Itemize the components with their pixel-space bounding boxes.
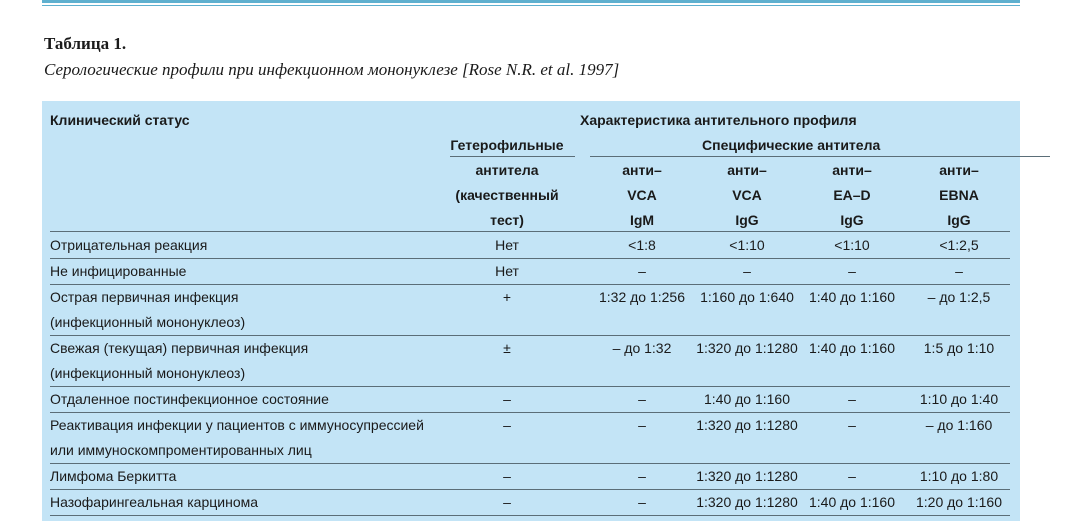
cell-ea-d-igg: – [848,468,856,484]
cell-vca-igm: – [638,263,646,279]
header-vca-igm-line: VCA [627,187,657,203]
table-row [50,259,1010,285]
cell-clinical-status [50,285,450,335]
cell-heterophile: Нет [495,237,519,253]
cell-clinical-status-line: Лимфома Беркитта [50,468,177,484]
header-heterophile-line: тест) [490,212,524,228]
cell-ebna-igg: – до 1:2,5 [927,289,991,305]
header-vca-igm-line: IgM [629,212,655,228]
header-heterophile-line: Гетерофильные [450,137,564,153]
header-heterophile-line: (качественный [455,187,559,203]
cell-vca-igg: <1:10 [729,237,765,253]
cell-vca-igg: 1:40 до 1:160 [703,391,791,407]
cell-clinical-status-line: Назофарингеальная карцинома [50,494,259,510]
table-row [50,285,1010,336]
header-heterophile-line: антитела [475,162,539,178]
cell-vca-igg: 1:160 до 1:640 [700,289,794,305]
cell-heterophile: Нет [495,263,519,279]
cell-heterophile: – [503,417,511,433]
header-specific-antibodies: Специфические антитела [702,137,881,153]
cell-clinical-status-line: Свежая (текущая) первичная инфекция [50,340,309,356]
cell-heterophile: – [503,391,511,407]
header-vca-igm-line: анти– [622,162,662,178]
cell-vca-igm: <1:8 [628,237,656,253]
header-bottom-rule [50,231,1010,232]
header-ead-igg-line: IgG [840,212,864,228]
cell-clinical-status-line: Отрицательная реакция [50,237,208,253]
cell-vca-igg: – [743,263,751,279]
cell-ea-d-igg: – [848,391,856,407]
cell-vca-igm: – [638,391,646,407]
cell-clinical-status-line: Отдаленное постинфекционное состояние [50,391,329,407]
header-ead-igg-line: EA–D [833,187,871,203]
table-row [50,490,1010,516]
header-ebna-igg-line: EBNA [939,187,979,203]
cell-clinical-status-line: Реактивация инфекции у пациентов с иммуносупрессией [50,417,424,433]
cell-ebna-igg: 1:5 до 1:10 [923,340,995,356]
cell-vca-igg: 1:320 до 1:1280 [696,417,798,433]
table-label: Таблица 1. [44,34,127,53]
top-rule [42,0,1020,3]
cell-ea-d-igg: 1:40 до 1:160 [808,494,896,510]
cell-clinical-status [50,259,450,284]
cell-clinical-status [50,387,450,412]
cell-clinical-status [50,413,450,463]
header-ebna-igg-line: анти– [939,162,979,178]
cell-clinical-status [50,490,450,515]
header-divider-specific [590,156,1050,157]
cell-vca-igm: – до 1:32 [612,340,672,356]
cell-vca-igm: – [638,494,646,510]
cell-vca-igm: 1:32 до 1:256 [598,289,686,305]
table-panel [42,101,1020,521]
cell-clinical-status-line: или иммуноскомпроментированных лиц [50,442,312,458]
header-ead-igg-line: анти– [832,162,872,178]
header-divider-heterophile [450,156,575,157]
cell-ea-d-igg: <1:10 [834,237,870,253]
top-rule-thin [42,5,1020,6]
cell-clinical-status-line: (инфекционный мононуклеоз) [50,314,246,330]
cell-ebna-igg: – до 1:160 [925,417,993,433]
table-row [50,336,1010,387]
cell-ea-d-igg: 1:40 до 1:160 [808,340,896,356]
cell-vca-igg: 1:320 до 1:1280 [696,468,798,484]
cell-ebna-igg: 1:20 до 1:160 [915,494,1003,510]
cell-ebna-igg: 1:10 до 1:40 [919,391,999,407]
header-antibody-profile: Характеристика антительного профиля [580,112,857,128]
cell-vca-igg: 1:320 до 1:1280 [696,494,798,510]
cell-clinical-status [50,464,450,489]
cell-heterophile: – [503,468,511,484]
cell-ea-d-igg: – [848,263,856,279]
cell-clinical-status-line: (инфекционный мононуклеоз) [50,365,246,381]
cell-clinical-status [50,336,450,386]
table-caption: Серологические профили при инфекционном мононуклезе [Rose N.R. et al. 1997] [44,60,620,79]
cell-heterophile: + [502,289,512,305]
header-vca-igg-line: IgG [735,212,759,228]
cell-ebna-igg: <1:2,5 [939,237,979,253]
cell-clinical-status-line: Острая первичная инфекция [50,289,239,305]
table-row [50,413,1010,464]
header-vca-igg-line: анти– [727,162,767,178]
cell-clinical-status [50,233,450,258]
cell-vca-igm: – [638,417,646,433]
cell-ea-d-igg: – [848,417,856,433]
table-row [50,464,1010,490]
cell-heterophile: ± [503,340,511,356]
header-ebna-igg-line: IgG [947,212,971,228]
header-vca-igg-line: VCA [732,187,762,203]
cell-heterophile: – [503,494,511,510]
header-clinical-status: Клинический статус [50,112,190,128]
cell-ebna-igg: – [955,263,963,279]
cell-vca-igg: 1:320 до 1:1280 [696,340,798,356]
table-row [50,233,1010,259]
table-row [50,387,1010,413]
cell-vca-igm: – [638,468,646,484]
cell-clinical-status-line: Не инфицированные [50,263,187,279]
cell-ea-d-igg: 1:40 до 1:160 [808,289,896,305]
cell-ebna-igg: 1:10 до 1:80 [919,468,999,484]
